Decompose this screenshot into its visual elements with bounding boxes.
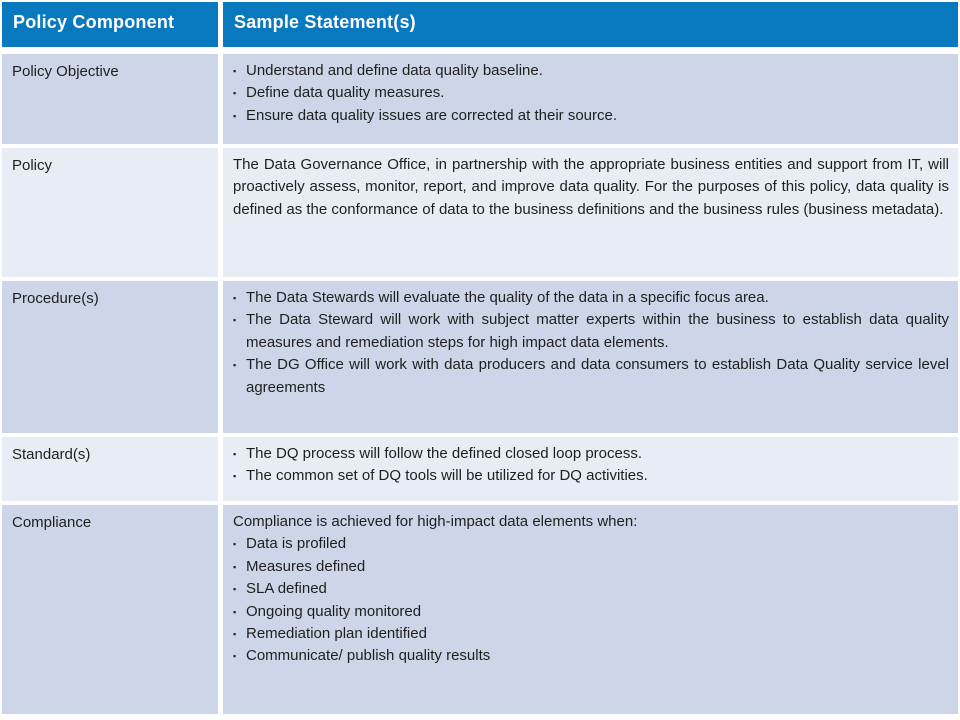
table-header-row <box>2 2 958 47</box>
cell-component-compliance: Compliance <box>2 505 218 714</box>
statement-line <box>233 645 949 667</box>
statement-text: Communicate/ publish quality results <box>246 647 491 665</box>
cell-component-procedures: Procedure(s) <box>2 281 218 433</box>
table-row-compliance <box>2 505 958 714</box>
statement-line <box>233 601 949 623</box>
statement-line <box>233 533 949 555</box>
cell-statements-standards <box>223 437 958 501</box>
bullet-marker: ▪ <box>233 471 237 482</box>
cell-component-standards: Standard(s) <box>2 437 218 501</box>
header-cell-sample-statements <box>223 2 958 47</box>
bullet-marker: ▪ <box>233 606 237 617</box>
cell-statements-compliance <box>223 505 958 714</box>
statement-line <box>233 309 949 354</box>
cell-statements-policy <box>223 148 958 277</box>
statement-text: Measures defined <box>246 557 366 575</box>
statement-line <box>233 82 949 104</box>
header-label-sample-statements: Sample Statement(s) <box>234 12 416 32</box>
table-row-standards <box>2 437 958 501</box>
statement-line <box>233 511 949 533</box>
bullet-marker: ▪ <box>233 651 237 662</box>
cell-statements-policy-objective <box>223 54 958 144</box>
statement-text: Data is profiled <box>246 535 347 553</box>
statement-text: Compliance is achieved for high-impact data elements when: <box>233 513 638 530</box>
statement-line <box>233 443 949 465</box>
bullet-marker: ▪ <box>233 315 237 326</box>
bullet-marker: ▪ <box>233 360 237 371</box>
statement-line <box>233 623 949 645</box>
statement-text: The Data Governance Office, in partnership with the appropriate business entities and support from IT, will proactively assess, monitor, report, and improve data quality. For the purposes of this policy, data quality is defined as the conformance of data to the business definitions and the business rules (business metadata). <box>233 156 949 218</box>
statement-text: Remediation plan identified <box>246 625 427 643</box>
statement-line <box>233 556 949 578</box>
statement-line <box>233 154 949 221</box>
bullet-marker: ▪ <box>233 66 237 76</box>
table-row-policy-objective <box>2 54 958 144</box>
bullet-marker: ▪ <box>233 293 237 303</box>
statement-text: The Data Stewards will evaluate the quality of the data in a specific focus area. <box>246 289 769 306</box>
header-label-policy-component: Policy Component <box>13 12 175 32</box>
cell-statements-procedures <box>223 281 958 433</box>
bullet-marker: ▪ <box>233 629 237 640</box>
cell-component-policy: Policy <box>2 148 218 277</box>
statement-text: The DG Office will work with data producers and data consumers to establish Data Quality service level agreements <box>246 356 949 396</box>
statement-line <box>233 105 949 127</box>
statement-text: Ongoing quality monitored <box>246 602 422 620</box>
statement-text: The common set of DQ tools will be utilized for DQ activities. <box>246 467 648 485</box>
bullet-marker: ▪ <box>233 110 237 121</box>
bullet-marker: ▪ <box>233 449 237 459</box>
bullet-marker: ▪ <box>233 539 237 550</box>
statement-line <box>233 354 949 399</box>
statement-line <box>233 287 949 309</box>
statement-text: Define data quality measures. <box>246 84 445 102</box>
statement-line <box>233 60 949 82</box>
statement-text: The DQ process will follow the defined closed loop process. <box>246 445 643 462</box>
statement-text: The Data Steward will work with subject matter experts within the business to establish data quality measures and remediation steps for high impact data elements. <box>246 311 949 351</box>
statement-line <box>233 465 949 487</box>
cell-component-policy-objective: Policy Objective <box>2 54 218 144</box>
statement-text: Understand and define data quality baseline. <box>246 62 543 79</box>
statement-text: SLA defined <box>246 580 327 598</box>
bullet-marker: ▪ <box>233 88 237 99</box>
bullet-marker: ▪ <box>233 584 237 595</box>
statement-text: Ensure data quality issues are corrected at their source. <box>246 106 618 124</box>
table-row-procedures <box>2 281 958 433</box>
table-row-policy <box>2 148 958 277</box>
bullet-marker: ▪ <box>233 561 237 572</box>
statement-line <box>233 578 949 600</box>
header-cell-policy-component <box>2 2 218 47</box>
